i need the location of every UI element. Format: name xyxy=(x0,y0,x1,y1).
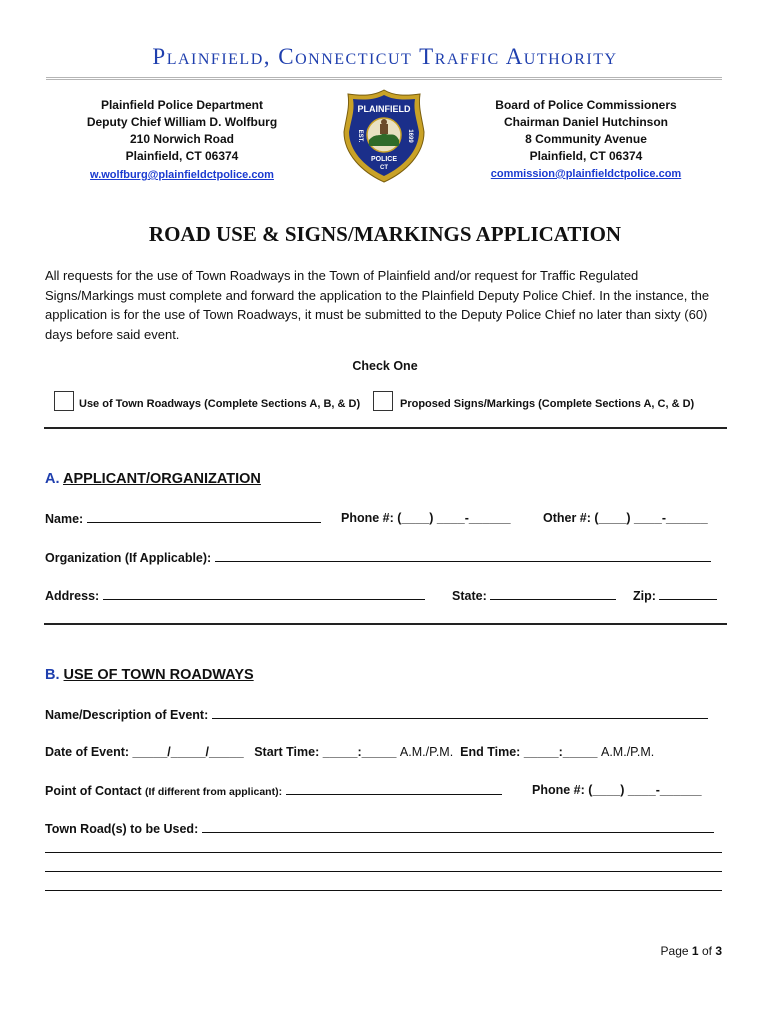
badge-left-text: EST. xyxy=(357,129,363,143)
event-date-time-field[interactable] xyxy=(45,745,654,759)
other-phone-format[interactable]: (____) ____-______ xyxy=(594,511,708,525)
town-roads-line[interactable] xyxy=(45,871,722,872)
contact-phone-format[interactable]: (____) ____-______ xyxy=(588,783,702,797)
organization-blank[interactable] xyxy=(215,550,711,562)
badge-top-text: PLAINFIELD xyxy=(357,104,411,114)
section-b-title: USE OF TOWN ROADWAYS xyxy=(63,667,254,683)
start-ampm: A.M./P.M. xyxy=(399,745,454,759)
authority-title: Plainfield, Connecticut Traffic Authority xyxy=(152,44,618,69)
right-address-line2: Chairman Daniel Hutchinson xyxy=(503,115,669,129)
address-label: Address: xyxy=(45,589,100,603)
phone-format[interactable]: (____) ____-______ xyxy=(397,511,511,525)
commission-email-link[interactable]: commission@plainfieldctpolice.com xyxy=(490,168,682,180)
phone-field[interactable] xyxy=(341,511,511,525)
event-date-format[interactable]: _____/_____/_____ xyxy=(132,745,244,759)
town-roads-line[interactable] xyxy=(45,852,722,853)
left-address-line4: Plainfield, CT 06374 xyxy=(125,149,239,163)
badge-bottom-text: POLICE xyxy=(370,156,398,163)
town-roads-label: Town Road(s) to be Used: xyxy=(45,822,199,836)
section-a-heading xyxy=(45,471,261,487)
name-label: Name: xyxy=(45,512,84,526)
start-time-format[interactable]: _____:_____ xyxy=(322,745,397,759)
state-label: State: xyxy=(452,589,487,603)
phone-label: Phone #: xyxy=(341,511,394,525)
of-word: of xyxy=(701,944,712,958)
address-field[interactable] xyxy=(45,588,425,603)
deputy-chief-email-link[interactable]: w.wolfburg@plainfieldctpolice.com xyxy=(90,169,274,181)
end-time-format[interactable]: _____:_____ xyxy=(523,745,598,759)
badge-state-text: CT xyxy=(380,165,388,171)
town-roads-field[interactable] xyxy=(45,821,714,836)
page-current: 1 xyxy=(691,944,699,958)
end-ampm: A.M./P.M. xyxy=(601,745,655,759)
contact-phone-label: Phone #: xyxy=(532,783,585,797)
section-divider xyxy=(44,623,727,625)
page-title: ROAD USE & SIGNS/MARKINGS APPLICATION xyxy=(148,222,622,246)
town-roads-blank[interactable] xyxy=(202,821,714,833)
event-date-label: Date of Event: xyxy=(45,745,130,759)
police-badge-icon xyxy=(342,88,426,184)
state-field[interactable] xyxy=(452,588,616,603)
page-word: Page xyxy=(660,944,689,958)
event-description-label: Name/Description of Event: xyxy=(45,708,209,722)
use-of-roadways-checkbox[interactable] xyxy=(54,391,74,411)
left-address-line2: Deputy Chief William D. Wolfburg xyxy=(86,115,278,129)
town-roads-line[interactable] xyxy=(45,890,722,891)
left-address-line3: 210 Norwich Road xyxy=(129,132,235,146)
address-blank[interactable] xyxy=(103,588,425,600)
right-address-line1: Board of Police Commissioners xyxy=(495,98,677,112)
signs-markings-option-label: Proposed Signs/Markings (Complete Sections A, C, & D) xyxy=(400,398,695,410)
organization-field[interactable] xyxy=(45,550,711,565)
name-field[interactable] xyxy=(45,511,321,526)
page-number xyxy=(661,944,722,958)
event-description-field[interactable] xyxy=(45,707,708,722)
header-divider xyxy=(46,77,722,80)
commission-address xyxy=(456,97,716,183)
point-of-contact-note: (If different from applicant): xyxy=(145,786,283,798)
point-of-contact-blank[interactable] xyxy=(286,783,502,795)
start-time-label: Start Time: xyxy=(254,745,320,759)
section-divider xyxy=(44,427,727,429)
contact-phone-field[interactable] xyxy=(532,783,702,797)
event-description-blank[interactable] xyxy=(212,707,708,719)
section-b-heading xyxy=(45,667,254,683)
state-blank[interactable] xyxy=(490,588,616,600)
organization-label: Organization (If Applicable): xyxy=(45,551,212,565)
section-a-title: APPLICANT/ORGANIZATION xyxy=(63,471,261,487)
right-address-line4: Plainfield, CT 06374 xyxy=(529,149,643,163)
section-a-letter: A. xyxy=(45,471,60,487)
zip-blank[interactable] xyxy=(659,588,717,600)
point-of-contact-field[interactable] xyxy=(45,783,502,798)
zip-label: Zip: xyxy=(633,589,656,603)
right-address-line3: 8 Community Avenue xyxy=(525,132,647,146)
page-total: 3 xyxy=(715,944,722,958)
zip-field[interactable] xyxy=(633,588,717,603)
end-time-label: End Time: xyxy=(460,745,521,759)
signs-markings-checkbox[interactable] xyxy=(373,391,393,411)
left-address-line1: Plainfield Police Department xyxy=(100,98,264,112)
use-of-roadways-option-label: Use of Town Roadways (Complete Sections A, B, & D) xyxy=(79,398,361,410)
other-phone-field[interactable] xyxy=(543,511,708,525)
name-blank[interactable] xyxy=(87,511,321,523)
intro-paragraph: All requests for the use of Town Roadways in the Town of Plainfield and/or request for Traffic Regulated Signs/Markings must complete and forward the application to the Plainfield Deputy Police Chief. In the instance, the application is for the use of Town Roadways, it must be submitted to the Deputy Police Chief no later than sixty (60) days before said event. xyxy=(45,268,710,342)
section-b-letter: B. xyxy=(45,667,60,683)
police-department-address xyxy=(52,97,312,184)
badge-right-text: 1699 xyxy=(407,129,413,143)
check-one-label: Check One xyxy=(352,359,418,373)
other-phone-label: Other #: xyxy=(543,511,591,525)
point-of-contact-label: Point of Contact xyxy=(45,784,142,798)
